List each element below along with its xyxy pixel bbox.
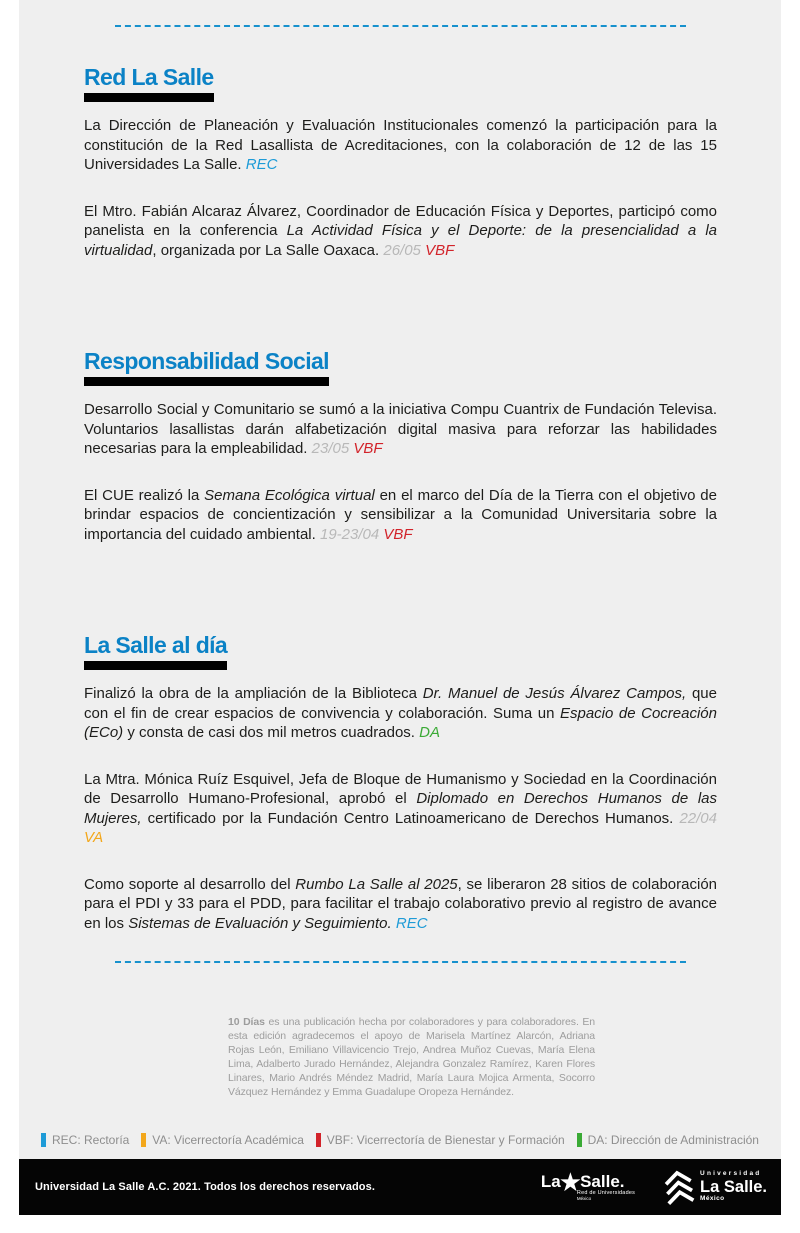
legend-color-swatch: [577, 1133, 582, 1147]
section-heading: [84, 348, 329, 386]
text-run: que con el fin de crear espacios de convivencia y colaboración. Suma un: [84, 685, 717, 722]
credits-block: [228, 1015, 595, 1099]
italic-run: Semana Ecológica virtual: [204, 486, 375, 504]
italic-run: Dr. Manuel de Jesús Álvarez Campos,: [422, 685, 687, 702]
legend-color-swatch: [41, 1133, 46, 1147]
star-icon: ★: [558, 1167, 583, 1197]
text-run: Finalizó la obra de la ampliación de la Biblioteca: [84, 685, 423, 702]
legend-item-vbf: [316, 1133, 565, 1147]
tag-rec: REC: [245, 156, 278, 173]
tag-vbf: VBF: [383, 525, 413, 543]
credits-publication-name: 10 Días: [228, 1016, 265, 1028]
text-run: El Mtro. Fabián Alcaraz Álvarez, Coordinador de Educación Física y Deportes, participó como panelista en la conferencia: [84, 202, 717, 239]
legend-item-va: [141, 1133, 304, 1147]
date-stamp: 26/05: [383, 241, 426, 259]
date-stamp: 23/05: [311, 440, 354, 457]
text-run: La Mtra. Mónica Ruíz Esquivel, Jefa de Bloque de Humanismo y Sociedad en la Coordinación de Desarrollo Humano-Profesional, aprobó el: [84, 770, 717, 807]
legend-item-da: [577, 1133, 759, 1147]
legend-item-rec: [41, 1133, 129, 1147]
italic-run: Diplomado en Derechos Humanos de las Mujeres,: [84, 790, 717, 827]
section-title: La Salle al día: [84, 632, 228, 658]
legend-label: VA: Vicerrectoría Académica: [152, 1133, 304, 1147]
logo-university-word: Universidad: [700, 1170, 762, 1178]
sections-container: [84, 27, 717, 933]
heading-underline-bar: [84, 377, 329, 386]
legend-label: DA: Dirección de Administración: [587, 1133, 759, 1147]
date-stamp: 19-23/04: [319, 525, 384, 543]
heading-underline-bar: [84, 661, 227, 670]
paragraph: [84, 770, 717, 848]
text-run: en el marco del Día de la Tierra con el objetivo de brindar espacios de concientización y sensibilizar a la Comunidad Universitaria sobre la importancia del cuidado ambiental.: [84, 486, 717, 543]
footer-logos: [540, 1167, 767, 1204]
section-title: Red La Salle: [84, 64, 214, 90]
tag-legend: [19, 1133, 781, 1147]
paragraph: [84, 486, 717, 545]
italic-run: Espacio de Cocreación (ECo): [84, 704, 717, 741]
date-stamp: 22/04: [679, 809, 717, 827]
section-heading: [84, 632, 227, 670]
text-run: , se liberaron 28 sitios de colaboración para el PDI y 33 para el PDD, para facilitar el trabajo colaborativo previo al registro de avance en los: [84, 875, 718, 932]
credits-text: es una publicación hecha por colaboradores y para colaboradores. En esta edición agradecemos el apoyo de Marisela Martínez Alarcón, Adriana Rojas León, Emiliano Villavicencio Trejo, Andrea Muñoz Cuevas, María Elena Lima, Adalberto Jurado Hernández, Alejandra Gonzalez Ramírez, Karen Flores Linares, Mario Andrés Méndez Madrid, María Laura Mojica Armenta, Socorro Vázquez Hernández y Emma Guadalupe Oropeza Hernández.: [228, 1016, 595, 1098]
logo-network-country: México: [576, 1196, 592, 1201]
legend-color-swatch: [316, 1133, 321, 1147]
newsletter-page: [19, 0, 781, 1215]
paragraph: [84, 875, 717, 934]
tag-da: DA: [419, 724, 440, 741]
la-salle-network-logo: [540, 1167, 636, 1202]
la-salle-shield-icon: [661, 1168, 697, 1206]
copyright-text: Universidad La Salle A.C. 2021. Todos los derechos reservados.: [35, 1181, 375, 1193]
paragraph: [84, 202, 717, 261]
legend-label: REC: Rectoría: [52, 1133, 130, 1147]
heading-underline-bar: [84, 93, 214, 102]
italic-run: Sistemas de Evaluación y Seguimiento.: [128, 914, 392, 932]
universidad-la-salle-logo: [663, 1170, 767, 1204]
paragraph: [84, 400, 717, 459]
footer-bar: [19, 1159, 781, 1215]
logo-mexico-word: México: [700, 1195, 725, 1203]
section-red-la-salle: [84, 64, 717, 260]
italic-run: Rumbo La Salle al 2025: [295, 875, 458, 893]
text-run: La Dirección de Planeación y Evaluación Institucionales comenzó la participación para la constitución de la Red Lasallista de Acreditaciones, con la colaboración de 12 de las 15 Universidades La Salle.: [84, 117, 717, 173]
logo-word-la: La: [540, 1171, 561, 1191]
legend-label: VBF: Vicerrectoría de Bienestar y Formación: [326, 1133, 565, 1147]
section-la-salle-al-dia: [84, 632, 717, 933]
tag-vbf: VBF: [353, 440, 383, 457]
text-run: y consta de casi dos mil metros cuadrados.: [123, 724, 420, 741]
italic-run: La Actividad Física y el Deporte: de la presencialidad a la virtualidad: [84, 222, 717, 259]
tag-rec: REC: [395, 914, 428, 932]
tag-vbf: VBF: [425, 241, 455, 259]
tag-va: VA: [84, 829, 104, 846]
section-heading: [84, 64, 214, 102]
logo-word-salle: Salle.: [580, 1171, 625, 1191]
logo-network-subtitle: Red de Universidades: [576, 1189, 636, 1196]
paragraph: [84, 684, 717, 743]
text-run: El CUE realizó la: [84, 486, 205, 504]
section-title: Responsabilidad Social: [84, 348, 329, 374]
divider-bottom: [115, 961, 686, 963]
legend-color-swatch: [141, 1133, 146, 1147]
logo-lasalle-word: La Salle.: [700, 1177, 767, 1196]
text-run: Desarrollo Social y Comunitario se sumó a la iniciativa Compu Cuantrix de Fundación Televisa. Voluntarios lasallistas darán alfabetización digital masiva para reforzar las habilidades necesarias para la empleabilidad.: [84, 401, 717, 457]
paragraph: [84, 116, 717, 175]
text-run: , organizada por La Salle Oaxaca.: [152, 241, 384, 259]
section-responsabilidad-social: [84, 348, 717, 544]
text-run: certificado por la Fundación Centro Latinoamericano de Derechos Humanos.: [141, 809, 680, 827]
text-run: Como soporte al desarrollo del: [84, 875, 296, 893]
